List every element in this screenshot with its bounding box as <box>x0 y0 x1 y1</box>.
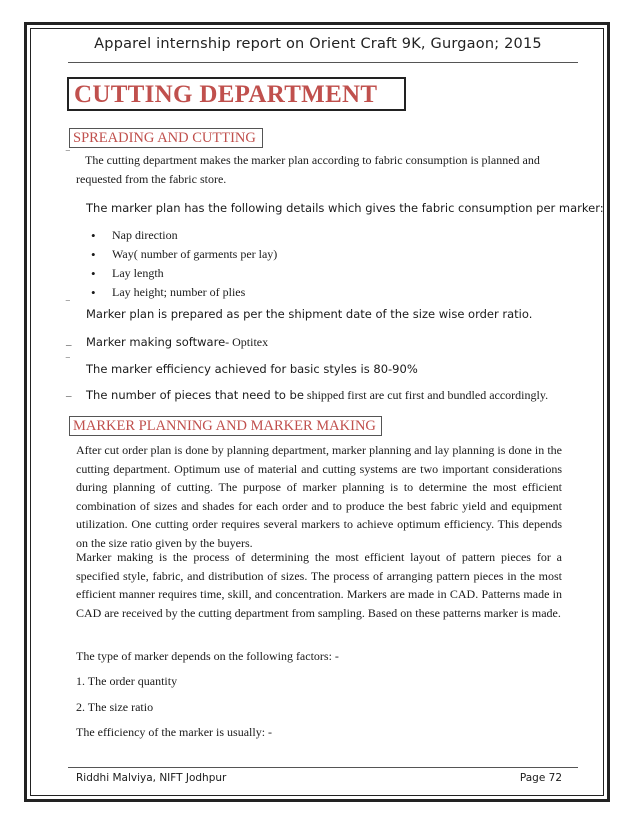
list-item: • Lay height; number of plies <box>90 283 277 302</box>
factor-1: 1. The order quantity <box>76 674 178 688</box>
point-pieces: The number of pieces that need to be shipped first are cut first and bundled accordingly. <box>86 388 549 402</box>
section-heading-marker-planning: MARKER PLANNING AND MARKER MAKING <box>69 416 382 436</box>
dash-marker: _ <box>66 335 72 347</box>
factors-intro: The type of marker depends on the following factors: - <box>76 649 339 663</box>
marker-plan-details-list <box>90 226 277 302</box>
efficiency-line: The efficiency of the marker is usually: - <box>76 725 273 739</box>
footer-rule <box>68 767 578 768</box>
header-rule <box>68 62 578 63</box>
point-efficiency: The marker efficiency achieved for basic styles is 80-90% <box>86 362 418 376</box>
list-item: • Nap direction <box>90 226 277 245</box>
paragraph-marker-making: Marker making is the process of determining the most efficient layout of pattern pieces for a specified style, fabric, and distribution of sizes. The process of arranging pattern pieces in the most efficient manner requires time, skill, and concentration. Markers are made in CAD. Patterns made in CAD are received by the cutting department from sampling. Based on these patterns marker is made. <box>76 550 562 620</box>
dash-marker: ‾ <box>66 150 70 162</box>
point-marker-plan: Marker plan is prepared as per the shipment date of the size wise order ratio. <box>86 307 533 321</box>
running-header: Apparel internship report on Orient Craft 9K, Gurgaon; 2015 <box>94 36 542 52</box>
list-item: • Lay length <box>90 264 277 283</box>
footer-author: Riddhi Malviya, NIFT Jodhpur <box>76 772 227 784</box>
dash-marker: _ <box>66 386 72 398</box>
page-number: Page 72 <box>519 772 562 784</box>
point-software: Marker making software- Optitex <box>86 335 269 349</box>
marker-plan-line: The marker plan has the following details which gives the fabric consumption per marker: <box>86 201 604 215</box>
intro-line-1: The cutting department makes the marker plan according to fabric consumption is planned and <box>85 153 540 167</box>
intro-line-2: requested from the fabric store. <box>76 172 227 186</box>
list-item: • Way( number of garments per lay) <box>90 245 277 264</box>
factor-2: 2. The size ratio <box>76 700 154 714</box>
dash-marker: ‾ <box>66 300 70 312</box>
page-title: CUTTING DEPARTMENT <box>67 77 406 111</box>
paragraph-marker-planning: After cut order plan is done by planning department, marker planning and lay planning is done in the cutting department. Optimum use of material and cutting systems are two important considerations during planning of cutting. The purpose of marker planning is to determine the most efficient combination of sizes and shades for each order and to produce the best fabric yield and equipment utilization. One cutting order requires several markers to achieve optimum efficiency. This depends on the size ratio given by the buyers. <box>76 443 562 550</box>
section-heading-spreading: SPREADING AND CUTTING <box>69 128 263 148</box>
dash-marker: ‾ <box>66 357 70 369</box>
